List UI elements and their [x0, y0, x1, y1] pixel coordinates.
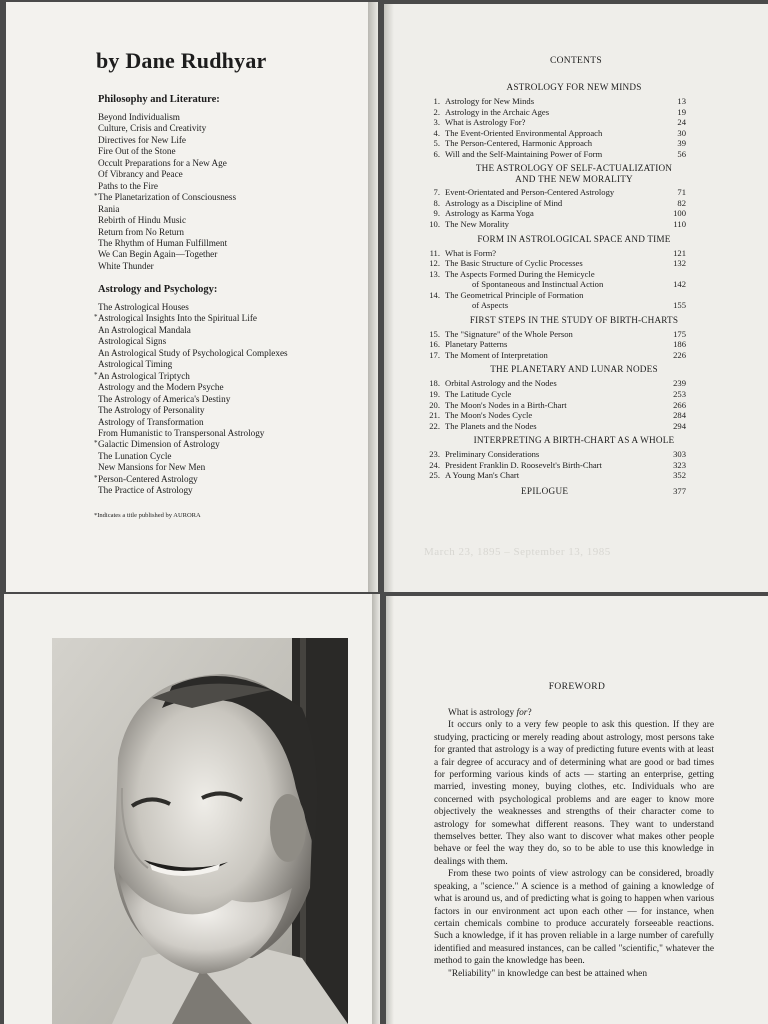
book-title-item [98, 302, 288, 313]
book-list-page [6, 2, 378, 592]
book-title: The Astrology of America's Destiny [98, 393, 231, 404]
book-title: Person-Centered Astrology [98, 473, 198, 484]
toc-page-number: 71 [677, 187, 686, 198]
aurora-star-mark: * [94, 313, 98, 322]
toc-page-number: 352 [673, 470, 686, 481]
toc-page-number: 56 [677, 148, 686, 159]
toc-section-heading-line: FORM IN ASTROLOGICAL SPACE AND TIME [477, 233, 671, 244]
book-title: Culture, Crisis and Creativity [98, 123, 207, 134]
toc-chapter-number: 10. [429, 218, 440, 229]
toc-entry [424, 128, 686, 138]
bleed-through-text: March 23, 1895 – September 13, 1985 [424, 546, 611, 558]
book-title-item [94, 473, 288, 485]
book-title: Rania [98, 203, 120, 214]
book-title: Fire Out of the Stone [98, 146, 176, 157]
book-title-item [98, 238, 236, 249]
toc-chapter-title: The Planets and the Nodes [445, 420, 537, 431]
toc-chapter-number: 15. [429, 328, 440, 339]
book-title-item [98, 261, 236, 272]
book-title-item [98, 405, 288, 416]
book-title: Of Vibrancy and Peace [98, 169, 183, 180]
toc-entry [424, 290, 686, 300]
toc-chapter-title: Planetary Patterns [445, 339, 508, 350]
page-gutter-shadow [384, 4, 394, 592]
toc-page-number: 24 [677, 117, 686, 128]
author-portrait-photo [52, 638, 348, 1024]
toc-section-heading-line: AND THE NEW MORALITY [515, 174, 633, 185]
toc-chapter-number: 21. [429, 410, 440, 421]
foreword-paragraph: It occurs only to a very few people to ask this question. If they are studying, practicing or merely reading about astrology, most persons take for granted that astrology is a way of predicting future events with at least a fair degree of accuracy and of determining what are good or bad times for performing various kinds of acts — starting an enterprise, getting married, investing money, buying clothes, etc. Individuals who are concerned with psychological problems and are eager to know more objectively the weaknesses and strengths of their character come to astrology for somewhat different reasons. They want to understand themselves better. They also want to discover what makes other people behave or feel the way they do, so to be able to use this knowledge in dealings with them. [434, 720, 714, 867]
toc-entry [424, 187, 686, 197]
toc-page-number: 239 [673, 378, 686, 389]
book-title: The Planetarization of Consciousness [98, 192, 237, 203]
toc-chapter-number: 25. [429, 470, 440, 481]
toc-chapter-title: Astrology in the Archaic Ages [445, 106, 550, 117]
contents-page [384, 4, 768, 592]
toc-chapter-number: 4. [433, 127, 440, 138]
section-heading-astrology: Astrology and Psychology: [98, 284, 218, 295]
toc-chapter-number: 17. [429, 349, 440, 360]
toc-chapter-title: Preliminary Considerations [445, 449, 540, 460]
author-title: by Dane Rudhyar [96, 48, 267, 73]
book-title-item [98, 135, 236, 146]
toc-entry [424, 410, 686, 420]
book-title: An Astrological Mandala [98, 324, 191, 335]
book-title: An Astrological Triptych [98, 370, 190, 381]
toc-chapter-number: 11. [429, 247, 440, 258]
toc-entry [424, 449, 686, 459]
book-title: Beyond Individualism [98, 112, 180, 122]
book-title: The Practice of Astrology [98, 485, 193, 496]
toc-page-number: 294 [673, 420, 686, 431]
foreword-opening-line: What is astrology for? [448, 708, 532, 718]
toc-page-number: 100 [673, 208, 686, 219]
book-title-item [98, 382, 288, 393]
toc-chapter-title: The Aspects Formed During the Hemicycle [445, 268, 595, 279]
toc-chapter-number: 23. [429, 449, 440, 460]
toc-entry [424, 350, 686, 360]
book-title: Astrological Insights Into the Spiritual Life [98, 313, 257, 324]
book-title: White Thunder [98, 260, 154, 271]
book-title-item [98, 485, 288, 496]
foreword-title: FOREWORD [548, 682, 606, 692]
book-title: Galactic Dimension of Astrology [98, 439, 220, 450]
book-title: The Astrological Houses [98, 302, 189, 312]
toc-chapter-title: The Basic Structure of Cyclic Processes [445, 258, 583, 269]
toc-chapter-number: 13. [429, 268, 440, 279]
book-title-item [98, 359, 288, 370]
book-title: New Mansions for New Men [98, 462, 206, 473]
book-title: An Astrological Study of Psychological Complexes [98, 347, 288, 358]
toc-entry [424, 470, 686, 480]
toc-page-number: 253 [673, 389, 686, 399]
toc-chapter-title: The Moment of Interpretation [445, 349, 548, 360]
foreword-page [386, 596, 768, 1024]
toc-entry [424, 219, 686, 229]
toc-section-heading [424, 364, 724, 375]
toc-page-number: 186 [673, 339, 686, 350]
book-title: Astrological Timing [98, 359, 173, 370]
toc-entry [424, 96, 686, 106]
toc-chapter-title: The New Morality [445, 218, 509, 229]
book-title-item [98, 348, 288, 359]
book-title-item [98, 417, 288, 428]
toc-chapter-number: 9. [433, 208, 440, 219]
page-gutter-shadow [372, 594, 380, 1024]
toc-page-number: 82 [677, 197, 686, 208]
toc-entry [424, 269, 686, 279]
book-title: The Rhythm of Human Fulfillment [98, 237, 228, 248]
toc-chapter-number: 14. [429, 289, 440, 300]
toc-entry [424, 400, 686, 410]
book-title-item [98, 249, 236, 260]
toc-entry [424, 198, 686, 208]
book-title-item [98, 181, 236, 192]
page-gutter-shadow [386, 596, 394, 1024]
toc-chapter-number: 20. [429, 399, 440, 410]
toc-section-heading [424, 435, 724, 446]
toc-entry [424, 248, 686, 258]
aurora-star-mark: * [94, 192, 98, 201]
book-title: The Lunation Cycle [98, 450, 172, 461]
toc-section-heading [424, 163, 724, 185]
toc-chapter-number: 7. [433, 187, 440, 198]
toc-section-heading [424, 315, 724, 326]
toc-page-number: 30 [677, 127, 686, 138]
toc-chapter-number: 19. [429, 389, 440, 399]
book-title-item [94, 439, 288, 450]
toc-chapter-title: The Moon's Nodes in a Birth-Chart [445, 399, 567, 410]
toc-section-heading-line: ASTROLOGY FOR NEW MINDS [506, 82, 642, 92]
toc-section-heading-line: INTERPRETING A BIRTH-CHART AS A WHOLE [473, 435, 675, 446]
toc-chapter-title-continued: of Aspects [472, 300, 509, 311]
book-title: Astrology and the Modern Psyche [98, 382, 224, 393]
toc-chapter-number: 2. [433, 106, 440, 117]
astrology-book-list [94, 302, 288, 497]
toc-chapter-number: 1. [433, 96, 440, 106]
book-title: Astrology of Transformation [98, 416, 204, 427]
toc-entry [424, 329, 686, 339]
book-title: Return from No Return [98, 226, 184, 237]
page-gutter-shadow [368, 2, 378, 592]
book-title-item [98, 169, 236, 180]
book-title-item [98, 462, 288, 473]
toc-page-number: 110 [673, 218, 686, 229]
aurora-star-mark: * [94, 473, 98, 482]
toc-chapter-title-continued: of Spontaneous and Instinctual Action [472, 279, 604, 290]
toc-chapter-number: 18. [429, 378, 440, 389]
toc-entry [424, 378, 686, 388]
toc-section-heading-line: THE ASTROLOGY OF SELF-ACTUALIZATION [475, 163, 673, 174]
toc-page-number: 155 [673, 300, 686, 311]
toc-page-number: 303 [673, 449, 686, 460]
book-title-item [98, 394, 288, 405]
aurora-footnote: *Indicates a title published by AURORA [94, 512, 201, 519]
toc-page-number: 19 [677, 106, 686, 117]
toc-entry [424, 149, 686, 159]
toc-entry [424, 339, 686, 349]
book-title-item [94, 192, 237, 203]
toc-section-heading [424, 82, 724, 93]
toc-page-number: 132 [673, 258, 686, 269]
book-title: The Astrology of Personality [98, 405, 205, 416]
toc-chapter-title: Astrology as Karma Yoga [445, 208, 534, 219]
toc-chapter-number: 5. [433, 138, 440, 149]
toc-chapter-number: 6. [433, 148, 440, 159]
toc-page-number: 121 [673, 247, 686, 258]
toc-chapter-title: Event-Orientated and Person-Centered Astrology [445, 187, 615, 198]
toc-section-heading-line: THE PLANETARY AND LUNAR NODES [490, 364, 658, 375]
toc-chapter-title: What is Astrology For? [445, 117, 526, 128]
book-title-item [98, 325, 288, 336]
toc-chapter-number: 24. [429, 459, 440, 470]
toc-entry [424, 389, 686, 399]
book-title: We Can Begin Again—Together [98, 249, 218, 260]
toc-page-number: 13 [677, 96, 686, 106]
book-title-item [98, 451, 288, 462]
book-title-item [98, 158, 236, 169]
toc-entry [424, 460, 686, 470]
toc-page-number: 284 [673, 410, 686, 421]
aurora-star-mark: * [94, 439, 98, 448]
book-title: Occult Preparations for a New Age [98, 157, 227, 168]
toc-chapter-title: Astrology as a Discipline of Mind [445, 197, 563, 208]
toc-page-number: 266 [673, 399, 686, 410]
toc-page-number: 175 [673, 328, 686, 339]
toc-page-number: 226 [673, 349, 686, 360]
toc-epilogue-label: EPILOGUE [521, 485, 569, 496]
toc-chapter-title: President Franklin D. Roosevelt's Birth-Chart [445, 459, 602, 470]
portrait-page [4, 594, 380, 1024]
toc-chapter-number: 3. [433, 117, 440, 128]
contents-title: CONTENTS [549, 56, 602, 66]
book-title-item [98, 428, 288, 439]
foreword-paragraph: From these two points of view astrology can be considered, broadly speaking, a "science." A science is a method of gaining a knowledge of what is around us, and of predicting what is going to happen when various factors in our environment act upon each other — for instance, when certain chemicals combine to produce accurately forseeable reactions. Such a knowledge, if it has proven reliable in a large number of carefully identified and measured instances, can be called "scientific," whatever the method to gain the knowledge has been. [434, 869, 714, 967]
toc-section-heading-line: FIRST STEPS IN THE STUDY OF BIRTH-CHARTS [469, 314, 679, 325]
toc-chapter-title: Astrology for New Minds [445, 96, 535, 106]
toc-entry [424, 107, 686, 117]
book-title-item [98, 227, 236, 238]
toc-chapter-number: 22. [429, 420, 440, 431]
section-heading-philosophy: Philosophy and Literature: [98, 94, 220, 105]
book-title: From Humanistic to Transpersonal Astrology [98, 427, 265, 438]
philosophy-book-list [94, 112, 237, 272]
book-title: Directives for New Life [98, 134, 187, 145]
book-title-item [98, 123, 236, 134]
toc-page-number: 142 [673, 279, 686, 290]
book-title-item [94, 370, 288, 382]
toc-section-heading [424, 234, 724, 245]
toc-entry [424, 138, 686, 148]
toc-epilogue-page: 377 [673, 485, 686, 496]
foreword-paragraph: "Reliability" in knowledge can best be attained when [448, 968, 648, 979]
toc-entry [424, 117, 686, 127]
book-title-item [98, 146, 236, 157]
toc-page-number: 323 [673, 459, 686, 470]
book-title-item [98, 112, 236, 123]
toc-entry [424, 208, 686, 218]
toc-chapter-title: Orbital Astrology and the Nodes [445, 378, 557, 389]
toc-chapter-title: Will and the Self-Maintaining Power of Form [445, 148, 603, 159]
toc-chapter-number: 16. [429, 339, 440, 350]
foreword-body [434, 707, 714, 980]
toc-chapter-title: The Person-Centered, Harmonic Approach [445, 138, 592, 149]
book-title-item [98, 204, 236, 215]
book-title-item [98, 336, 288, 347]
toc-chapter-title: The Latitude Cycle [445, 389, 512, 399]
aurora-star-mark: * [94, 370, 98, 379]
book-title: Rebirth of Hindu Music [98, 215, 187, 226]
toc-chapter-title: The Geometrical Principle of Formation [445, 289, 584, 300]
book-title-item [94, 313, 288, 324]
toc-entry [424, 421, 686, 431]
book-title: Astrological Signs [98, 336, 167, 347]
toc-chapter-title: A Young Man's Chart [445, 470, 520, 481]
toc-chapter-title: The Event-Oriented Environmental Approach [445, 127, 603, 138]
book-title: Paths to the Fire [98, 180, 158, 191]
toc-chapter-title: The Moon's Nodes Cycle [445, 410, 533, 421]
book-title-item [98, 215, 236, 226]
toc-chapter-number: 8. [433, 197, 440, 208]
toc-chapter-number: 12. [429, 258, 440, 269]
toc-chapter-title: The "Signature" of the Whole Person [445, 328, 573, 339]
toc-chapter-title: What is Form? [445, 247, 497, 258]
toc-entry [424, 258, 686, 268]
toc-page-number: 39 [677, 138, 686, 149]
